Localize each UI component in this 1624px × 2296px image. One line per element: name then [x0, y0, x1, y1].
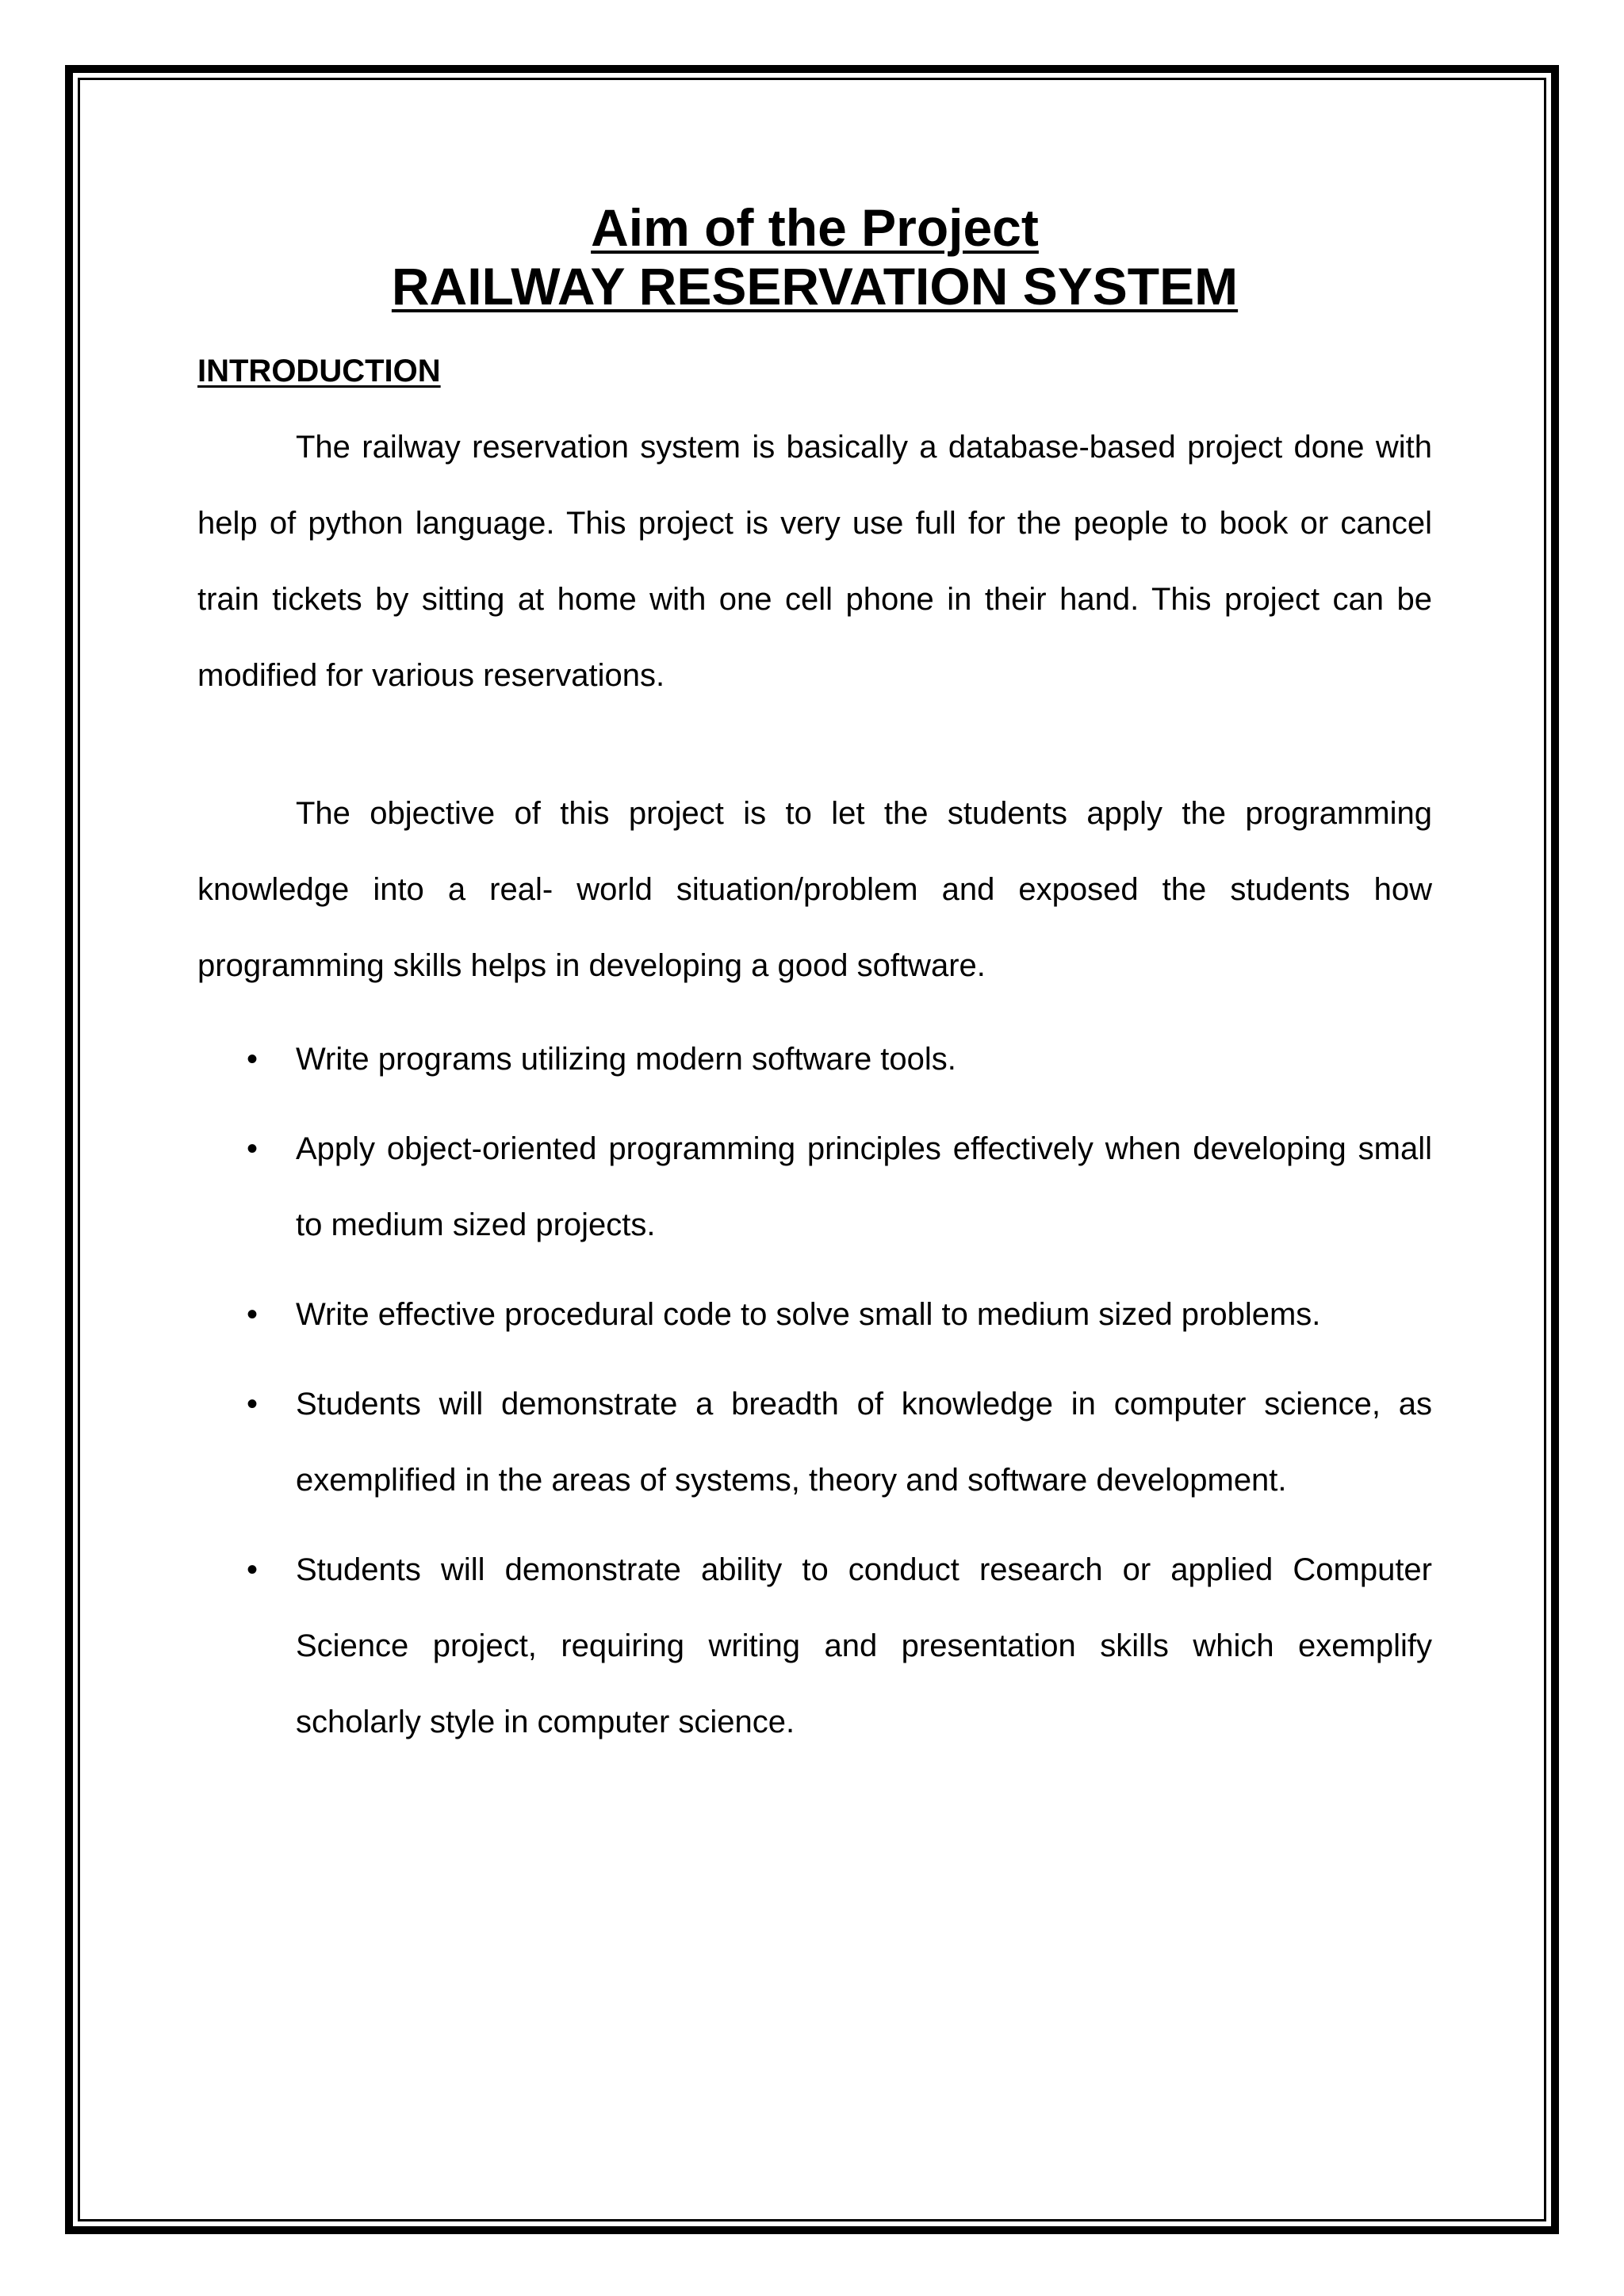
bullet-icon: •: [247, 1042, 259, 1077]
bullet-icon: •: [247, 1552, 259, 1587]
list-item-text: Students will demonstrate a breadth of knowledge in computer science, as exemplified in the areas of systems, theory and software development.: [296, 1387, 1432, 1498]
list-item-text: Apply object-oriented programming principles effectively when developing small to medium sized projects.: [296, 1131, 1432, 1242]
list-item-text: Write effective procedural code to solve small to medium sized problems.: [296, 1297, 1321, 1332]
bullet-icon: •: [247, 1387, 259, 1422]
list-item: [197, 1276, 1432, 1353]
introduction-paragraph: The railway reservation system is basically a database-based project done with help of python language. This project is very use full for the people to book or cancel train tickets by sitting at home with one cell phone in their hand. This project can be modified for various reservations.: [197, 430, 1432, 693]
list-item-text: Write programs utilizing modern software tools.: [296, 1042, 956, 1077]
list-item: [197, 1366, 1432, 1518]
list-item: [197, 1532, 1432, 1760]
objective-paragraph: The objective of this project is to let the students apply the programming knowledge into a real- world situation/problem and exposed the students how programming skills helps in developing a good software.: [197, 796, 1432, 983]
bullet-icon: •: [247, 1131, 259, 1166]
list-item: [197, 1021, 1432, 1097]
objectives-list: [197, 1021, 1432, 1760]
bullet-icon: •: [247, 1297, 259, 1332]
page-content: [197, 198, 1432, 1774]
introduction-heading: INTRODUCTION: [197, 354, 441, 388]
title-line-1: Aim of the Project: [591, 198, 1039, 257]
list-item: [197, 1111, 1432, 1263]
list-item-text: Students will demonstrate ability to conduct research or applied Computer Science project, requiring writing and presentation skills which exemplify scholarly style in computer science.: [296, 1552, 1432, 1739]
title-line-2: RAILWAY RESERVATION SYSTEM: [391, 257, 1239, 316]
page-title: [197, 198, 1432, 316]
